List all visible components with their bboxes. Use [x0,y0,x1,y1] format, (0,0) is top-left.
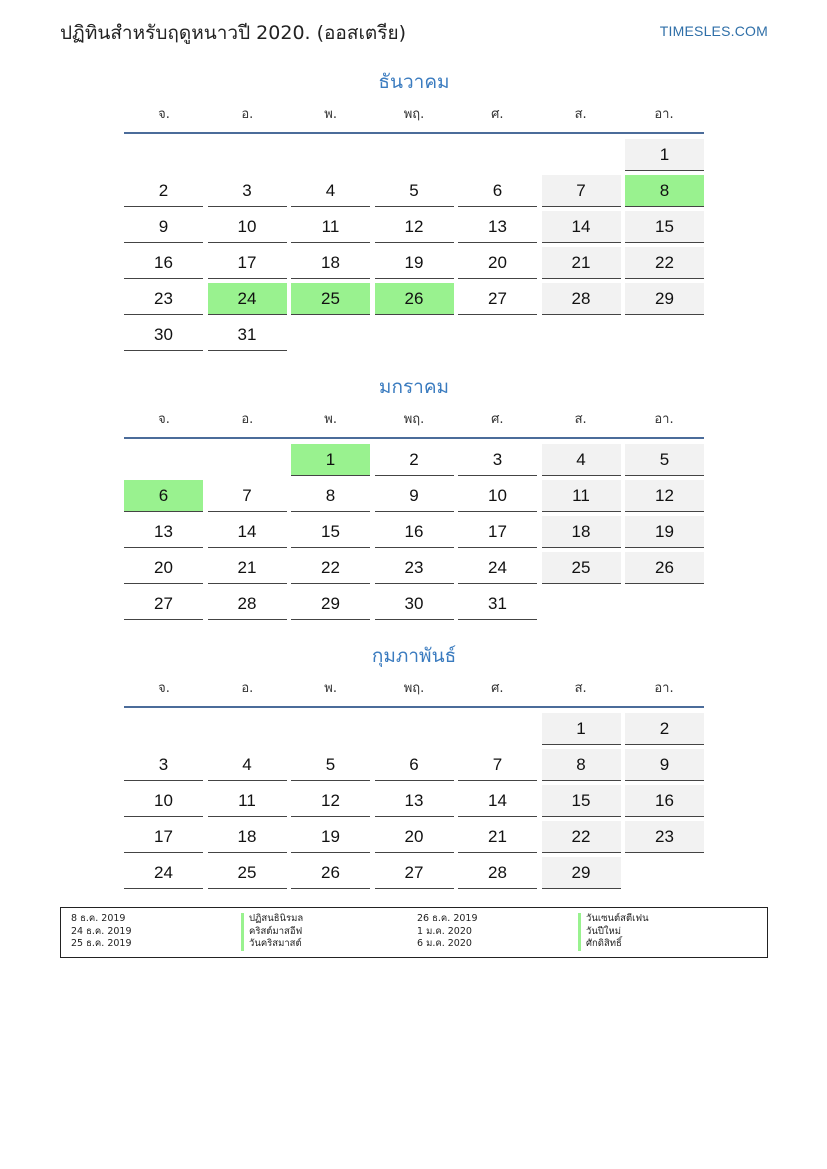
empty-day-cell [542,588,621,619]
day-cell: 19 [625,516,704,548]
day-cell: 1 [625,139,704,171]
legend-holiday-name: คริสต์มาสอีฟ [241,926,303,939]
week-row [124,175,704,211]
weekday-label: ส. [574,107,587,122]
day-cell: 2 [375,444,454,476]
day-cell: 7 [458,749,537,781]
month-january [124,373,704,624]
day-cell: 1 [291,444,370,476]
day-cell: 12 [291,785,370,817]
day-cell: 4 [208,749,287,781]
empty-day-cell [625,319,704,350]
day-cell: 20 [458,247,537,279]
day-cell: 4 [542,444,621,476]
day-cell: 28 [458,857,537,889]
day-cell: 27 [375,857,454,889]
weekday-header [124,676,704,708]
brand-link[interactable]: TIMESLES.COM [659,23,768,39]
day-cell: 21 [542,247,621,279]
day-cell: 9 [625,749,704,781]
day-cell: 30 [375,588,454,620]
week-row [124,749,704,785]
day-cell: 20 [375,821,454,853]
day-cell: 8 [625,175,704,207]
legend-right-names [578,913,649,951]
day-cell: 26 [375,283,454,315]
day-cell: 15 [291,516,370,548]
day-cell: 26 [625,552,704,584]
day-cell: 13 [124,516,203,548]
day-cell: 31 [208,319,287,351]
weekday-label: อ. [241,681,254,696]
empty-day-cell [625,857,704,888]
weekday-label: ศ. [491,681,504,696]
week-row [124,588,704,624]
empty-day-cell [208,139,287,170]
empty-day-cell [375,713,454,744]
empty-day-cell [375,139,454,170]
empty-day-cell [124,444,203,475]
day-cell: 5 [291,749,370,781]
day-cell: 5 [625,444,704,476]
day-cell: 17 [124,821,203,853]
legend-holiday-name: วันเซนต์สตีเฟน [578,913,649,926]
day-cell: 28 [208,588,287,620]
day-cell: 27 [124,588,203,620]
month-december [124,68,704,355]
legend-date: 6 ม.ค. 2020 [417,938,472,949]
day-cell: 30 [124,319,203,351]
week-row [124,444,704,480]
week-row [124,713,704,749]
empty-day-cell [124,139,203,170]
day-cell: 16 [375,516,454,548]
legend-date: 8 ธ.ค. 2019 [71,913,126,924]
weekday-label: พฤ. [403,412,425,427]
day-cell: 10 [124,785,203,817]
day-cell: 14 [208,516,287,548]
weekday-label: ส. [574,681,587,696]
day-cell: 1 [542,713,621,745]
day-cell: 22 [542,821,621,853]
day-cell: 17 [208,247,287,279]
empty-day-cell [124,713,203,744]
day-cell: 22 [291,552,370,584]
weekday-header [124,102,704,134]
day-cell: 16 [625,785,704,817]
weekday-label: อา. [654,681,674,696]
weekday-label: อ. [241,107,254,122]
day-cell: 9 [375,480,454,512]
week-row [124,552,704,588]
empty-day-cell [208,713,287,744]
day-cell: 22 [625,247,704,279]
legend-holiday-name: วันปีใหม่ [578,926,649,939]
empty-day-cell [542,319,621,350]
legend-left-dates [71,913,132,951]
legend-holiday-name: ปฏิสนธินิรมล [241,913,303,926]
holiday-legend [60,907,768,958]
day-cell: 13 [375,785,454,817]
day-cell: 15 [625,211,704,243]
day-cell: 7 [208,480,287,512]
day-cell: 6 [458,175,537,207]
day-cell: 21 [458,821,537,853]
week-row [124,480,704,516]
day-cell: 18 [542,516,621,548]
weekday-label: จ. [158,681,170,696]
weekday-label: จ. [158,107,170,122]
legend-date: 1 ม.ค. 2020 [417,925,472,937]
weekday-label: อ. [241,412,254,427]
weekday-label: พ. [324,107,337,122]
day-grid [124,713,704,893]
month-title: มกราคม [378,376,450,398]
day-cell: 2 [124,175,203,207]
empty-day-cell [208,444,287,475]
day-cell: 3 [124,749,203,781]
weekday-label: พ. [324,412,337,427]
legend-holiday-name: วันคริสมาสต์ [241,938,303,951]
day-cell: 11 [291,211,370,243]
day-cell: 29 [542,857,621,889]
week-row [124,247,704,283]
empty-day-cell [375,319,454,350]
day-cell: 2 [625,713,704,745]
empty-day-cell [542,139,621,170]
day-cell: 8 [291,480,370,512]
legend-left-names [241,913,303,951]
week-row [124,211,704,247]
day-cell: 10 [208,211,287,243]
month-february [124,642,704,893]
empty-day-cell [625,588,704,619]
empty-day-cell [458,319,537,350]
month-title: กุมภาพันธ์ [371,645,457,667]
weekday-label: พฤ. [403,681,425,696]
day-cell: 17 [458,516,537,548]
week-row [124,785,704,821]
day-cell: 25 [291,283,370,315]
day-cell: 21 [208,552,287,584]
legend-date: 25 ธ.ค. 2019 [71,938,132,949]
empty-day-cell [291,319,370,350]
day-grid [124,139,704,355]
week-row [124,821,704,857]
weekday-label: จ. [158,412,170,427]
day-cell: 8 [542,749,621,781]
weekday-label: ส. [574,412,587,427]
day-cell: 23 [124,283,203,315]
day-cell: 18 [208,821,287,853]
day-cell: 11 [542,480,621,512]
legend-holiday-name: ศักดิสิทธิ์ [578,938,649,951]
day-cell: 28 [542,283,621,315]
day-cell: 7 [542,175,621,207]
weekday-label: พฤ. [403,107,425,122]
legend-right-dates [417,913,478,951]
week-row [124,516,704,552]
page-title: ปฏิทินสำหรับฤดูหนาวปี 2020. (ออสเตรีย) [60,22,407,44]
day-cell: 19 [291,821,370,853]
day-cell: 24 [124,857,203,889]
day-grid [124,444,704,624]
weekday-header [124,407,704,439]
day-cell: 4 [291,175,370,207]
legend-date: 24 ธ.ค. 2019 [71,925,132,937]
day-cell: 23 [375,552,454,584]
day-cell: 24 [208,283,287,315]
week-row [124,139,704,175]
weekday-label: อา. [654,412,674,427]
day-cell: 14 [458,785,537,817]
day-cell: 6 [124,480,203,512]
day-cell: 20 [124,552,203,584]
week-row [124,857,704,893]
day-cell: 5 [375,175,454,207]
day-cell: 16 [124,247,203,279]
day-cell: 23 [625,821,704,853]
empty-day-cell [291,139,370,170]
day-cell: 18 [291,247,370,279]
weekday-label: ศ. [491,412,504,427]
empty-day-cell [458,713,537,744]
day-cell: 25 [542,552,621,584]
day-cell: 15 [542,785,621,817]
week-row [124,283,704,319]
weekday-label: ศ. [491,107,504,122]
day-cell: 27 [458,283,537,315]
weekday-label: พ. [324,681,337,696]
day-cell: 25 [208,857,287,889]
day-cell: 6 [375,749,454,781]
month-title: ธันวาคม [378,71,450,93]
day-cell: 10 [458,480,537,512]
day-cell: 3 [208,175,287,207]
weekday-label: อา. [654,107,674,122]
day-cell: 24 [458,552,537,584]
day-cell: 14 [542,211,621,243]
day-cell: 19 [375,247,454,279]
empty-day-cell [291,713,370,744]
day-cell: 31 [458,588,537,620]
day-cell: 11 [208,785,287,817]
day-cell: 12 [375,211,454,243]
day-cell: 9 [124,211,203,243]
day-cell: 12 [625,480,704,512]
day-cell: 3 [458,444,537,476]
day-cell: 29 [291,588,370,620]
day-cell: 13 [458,211,537,243]
week-row [124,319,704,355]
day-cell: 26 [291,857,370,889]
legend-date: 26 ธ.ค. 2019 [417,913,478,924]
day-cell: 29 [625,283,704,315]
empty-day-cell [458,139,537,170]
